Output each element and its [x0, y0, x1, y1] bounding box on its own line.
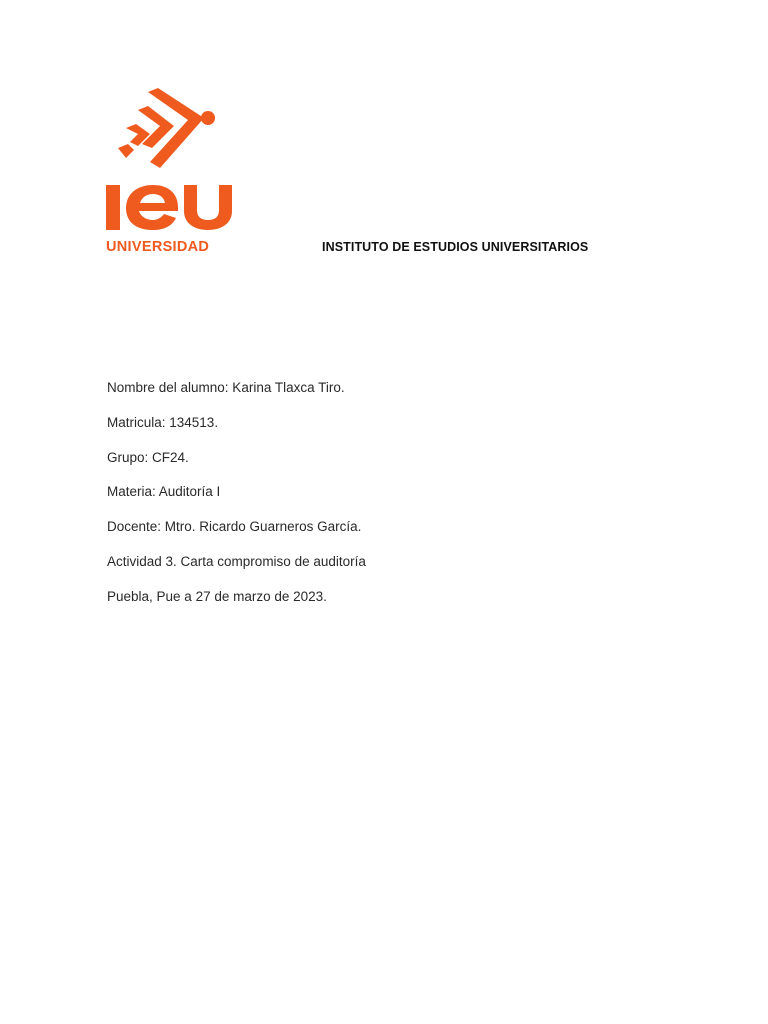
student-id: Matricula: 134513.	[107, 414, 219, 430]
activity-title: Actividad 3. Carta compromiso de auditoría	[107, 553, 366, 569]
place-date: Puebla, Pue a 27 de marzo de 2023.	[107, 588, 327, 604]
group: Grupo: CF24.	[107, 449, 189, 465]
institution-title: INSTITUTO DE ESTUDIOS UNIVERSITARIOS	[322, 240, 589, 254]
logo-subtitle: UNIVERSIDAD	[106, 239, 210, 255]
ieu-universidad-logo	[104, 88, 240, 260]
teacher: Docente: Mtro. Ricardo Guarneros García.	[107, 519, 362, 535]
subject: Materia: Auditoría I	[107, 484, 221, 500]
student-details	[107, 379, 667, 623]
student-name: Nombre del alumno: Karina Tlaxca Tiro.	[107, 380, 345, 395]
